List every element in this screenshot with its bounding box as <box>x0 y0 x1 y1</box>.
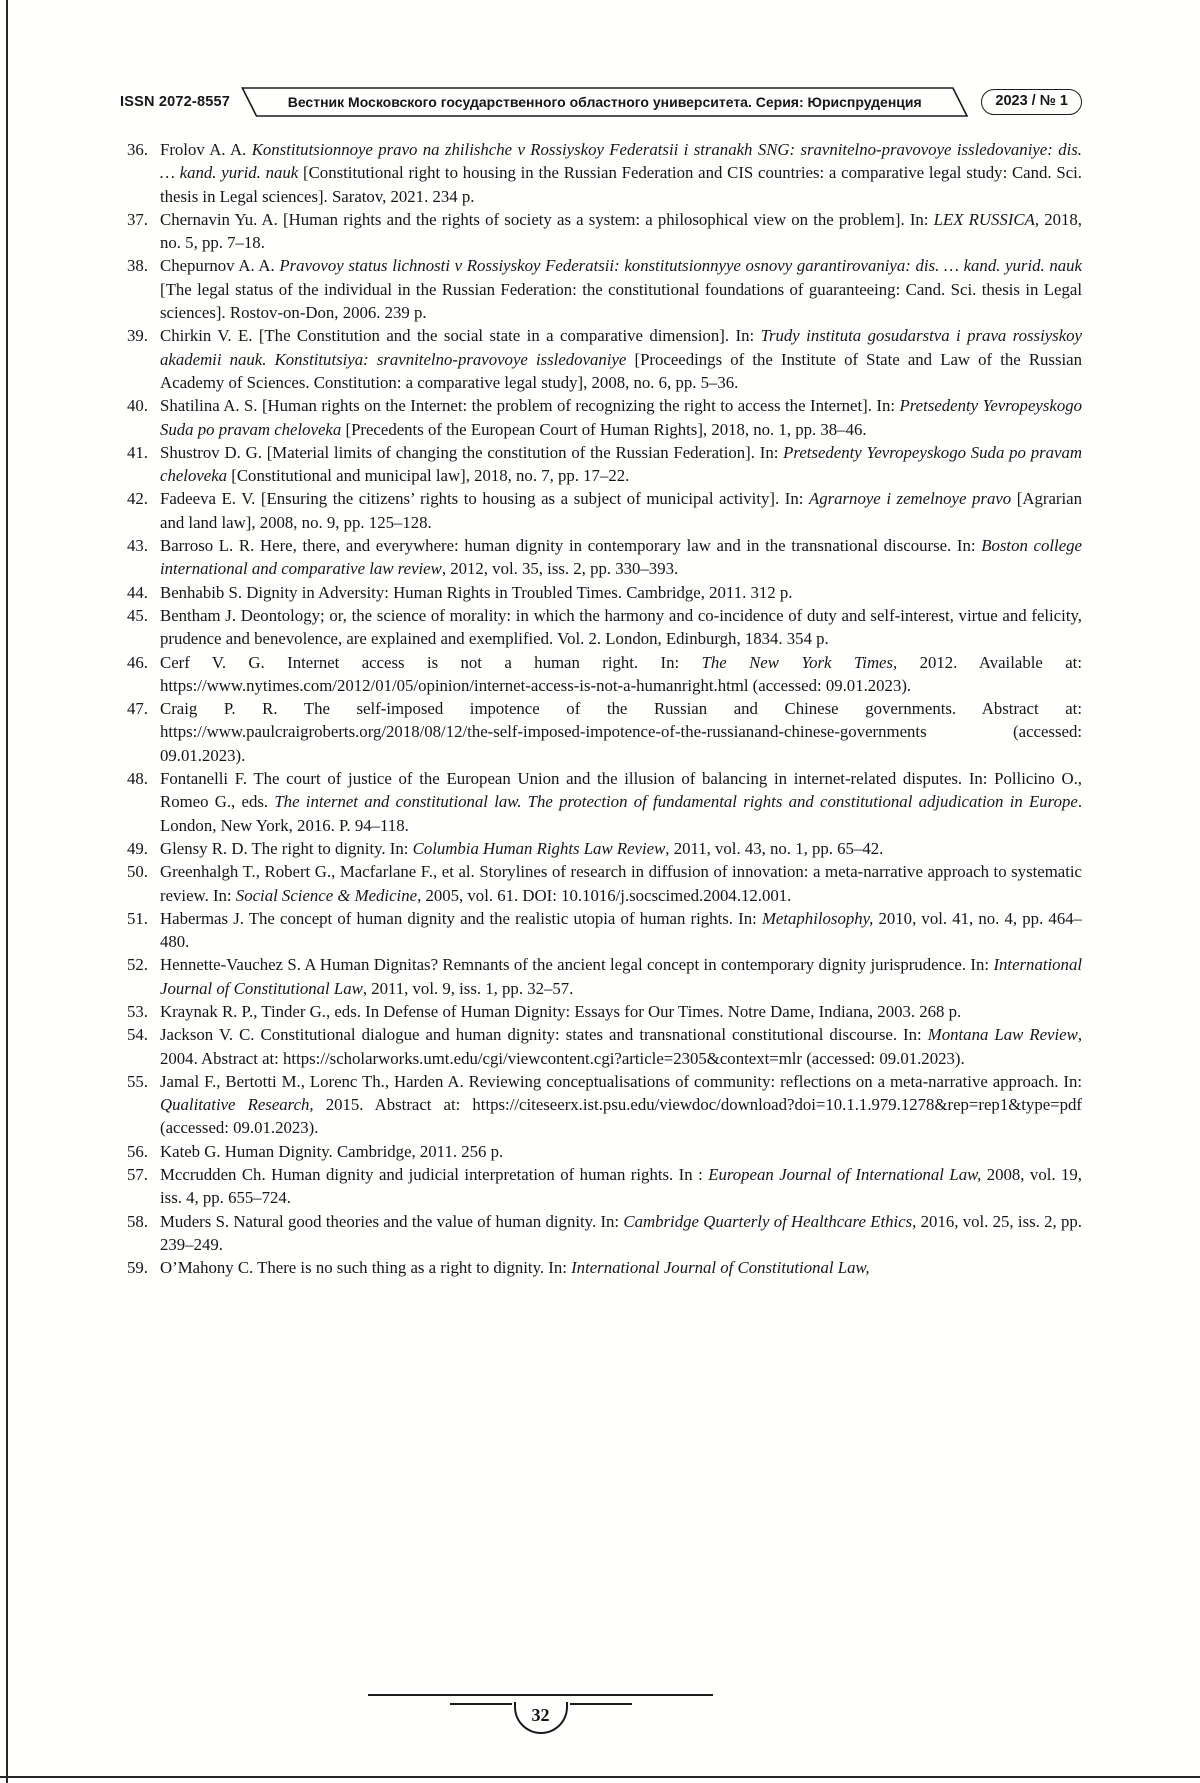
reference-item <box>120 138 1082 208</box>
reference-item <box>120 1070 1082 1140</box>
reference-number: 49. <box>127 838 148 858</box>
reference-number: 45. <box>127 605 148 625</box>
reference-number: 48. <box>127 769 148 789</box>
reference-text: Kraynak R. P., Tinder G., eds. In Defense of Human Dignity: Essays for Our Times. Notre Dame, Indiana, 2003. 268 p. <box>160 1001 962 1021</box>
reference-item <box>120 208 1082 255</box>
reference-text: Chernavin Yu. A. [Human rights and the rights of society as a system: a philosophical view on the problem]. In: LEX RUSSICA, 2018, no. 5, pp. 7–18. <box>160 209 1083 253</box>
reference-number: 41. <box>127 442 148 462</box>
issue-badge: 2023 / № 1 <box>981 89 1082 115</box>
reference-text: Jamal F., Bertotti M., Lorenc Th., Harden A. Reviewing conceptualisations of community: reflections on a meta-narrative approach. In: Qualitative Research, 2015. Abstract at: https://citeseerx.ist.psu.edu/viewdoc/download?doi=10.1.1.979.1278&rep=rep1&type=pdf (accessed: 09.01.2023). <box>160 1071 1082 1138</box>
reference-item <box>120 1023 1082 1070</box>
reference-item <box>120 1210 1082 1257</box>
reference-text: Greenhalgh T., Robert G., Macfarlane F., et al. Storylines of research in diffusion of innovation: a meta-narrative approach to systematic review. In: Social Science & Medicine, 2005, vol. 61. DOI: 10.1016/j.socscimed.2004.12.001. <box>160 862 1082 905</box>
reference-number: 54. <box>127 1025 148 1045</box>
reference-text: Shustrov D. G. [Material limits of changing the constitution of the Russian Federation]. In: Pretsedenty Yevropeyskogo Suda po pravam cheloveka [Constitutional and municipal law], 2018, no. 7, pp. 17–22. <box>160 442 1082 486</box>
reference-item <box>120 581 1082 604</box>
reference-number: 53. <box>127 1001 148 1021</box>
reference-text: Hennette-Vauchez S. A Human Dignitas? Remnants of the ancient legal concept in contemporary dignity jurisprudence. In: International Journal of Constitutional Law, 2011, vol. 9, iss. 1, pp. 32–57. <box>160 955 1082 998</box>
reference-item <box>120 441 1082 488</box>
reference-number: 42. <box>127 489 148 509</box>
reference-text: Frolov A. A. Konstitutsionnoye pravo na zhilishche v Rossiyskoy Federatsii i stranakh SNG: sravnitelno-pravovoye issledovaniye: dis. … kand. yurid. nauk [Constitutional right to housing in the Russian Federation and CIS countries: a comparative legal study: Cand. Sci. thesis in Legal sciences]. Saratov, 2021. 234 p. <box>160 140 1082 206</box>
reference-text: Shatilina A. S. [Human rights on the Internet: the problem of recognizing the right to access the Internet]. In: Pretsedenty Yevropeyskogo Suda po pravam cheloveka [Precedents of the European Court of Human Rights], 2018, no. 1, pp. 38–46. <box>160 396 1082 439</box>
reference-item <box>120 767 1082 837</box>
reference-number: 56. <box>127 1141 148 1161</box>
reference-text: Fontanelli F. The court of justice of the European Union and the illusion of balancing in internet-related disputes. In: Pollicino O., Romeo G., eds. The internet and constitutional law. The protection of fundamental rights and constitutional adjudication in Europe. London, New York, 2016. P. 94–118. <box>160 769 1083 835</box>
reference-number: 36. <box>127 140 148 159</box>
page-number-ornament <box>368 1703 713 1734</box>
reference-text: Barroso L. R. Here, there, and everywhere: human dignity in contemporary law and in the transnational discourse. In: Boston college international and comparative law review, 2012, vol. 35, iss. 2, pp. 330–393. <box>160 536 1082 579</box>
reference-item <box>120 697 1082 767</box>
reference-number: 51. <box>127 908 148 928</box>
reference-number: 38. <box>127 256 148 276</box>
issn-label: ISSN 2072-8557 <box>120 94 231 110</box>
reference-text: Chepurnov A. A. Pravovoy status lichnosti v Rossiyskoy Federatsii: konstitutsionnyye osnovy garantirovaniya: dis. … kand. yurid. nauk [The legal status of the individual in the Russian Federation: the constitutional foundations of guaranteeing: Cand. Sci. thesis in Legal sciences]. Rostov-on-Don, 2006. 239 p. <box>160 256 1082 323</box>
journal-title-banner <box>240 87 969 117</box>
reference-number: 47. <box>127 699 148 719</box>
reference-item <box>120 1256 1082 1279</box>
reference-item <box>120 254 1082 324</box>
reference-text: Chirkin V. E. [The Constitution and the social state in a comparative dimension]. In: Trudy instituta gosudarstva i prava rossiyskoy akademii nauk. Konstitutsiya: sravnitelno-pravovoye issledovaniye [Proceedings of the Institute of State and Law of the Russian Academy of Sciences. Constitution: a comparative legal study], 2008, no. 6, pp. 5–36. <box>160 326 1083 392</box>
reference-item <box>120 953 1082 1000</box>
reference-number: 37. <box>127 209 148 229</box>
footer-wing-left <box>450 1703 512 1705</box>
reference-text: Jackson V. C. Constitutional dialogue and human dignity: states and transnational constitutional discourse. In: Montana Law Review, 2004. Abstract at: https://scholarworks.umt.edu/cgi/viewcontent.cgi?article=2305&context=mlr (accessed: 09.01.2023). <box>160 1025 1083 1068</box>
reference-text: Habermas J. The concept of human dignity and the realistic utopia of human rights. In: Metaphilosophy, 2010, vol. 41, no. 4, pp. 464–480. <box>160 908 1082 952</box>
reference-number: 57. <box>127 1165 148 1185</box>
footer-rule <box>368 1694 713 1696</box>
reference-list <box>120 138 1082 1280</box>
scan-edge-bottom <box>0 1776 1200 1778</box>
reference-number: 39. <box>127 326 148 346</box>
reference-item <box>120 394 1082 441</box>
reference-number: 46. <box>127 652 148 672</box>
reference-text: Glensy R. D. The right to dignity. In: Columbia Human Rights Law Review, 2011, vol. 43, no. 1, pp. 65–42. <box>160 838 884 858</box>
reference-item <box>120 1163 1082 1210</box>
reference-text: Craig P. R. The self-imposed impotence of the Russian and Chinese governments. Abstract at: https://www.paulcraigroberts.org/2018/08/12/the-self-imposed-impotence-of-the-russianand-chinese-governments (accessed: 09.01.2023). <box>160 699 1082 765</box>
reference-number: 50. <box>127 862 148 882</box>
page-footer <box>368 1694 713 1734</box>
reference-item <box>120 860 1082 907</box>
reference-item <box>120 534 1082 581</box>
reference-text: Bentham J. Deontology; or, the science of morality: in which the harmony and co-incidence of duty and self-interest, virtue and felicity, prudence and benevolence, are explained and exemplified. Vol. 2. London, Edinburgh, 1834. 354 p. <box>160 605 1082 649</box>
reference-item <box>120 1000 1082 1023</box>
reference-item <box>120 907 1082 954</box>
reference-number: 44. <box>127 582 148 602</box>
reference-number: 55. <box>127 1071 148 1091</box>
reference-number: 52. <box>127 955 148 975</box>
reference-item <box>120 487 1082 534</box>
scan-edge-left <box>6 0 8 1783</box>
reference-item <box>120 604 1082 651</box>
reference-item <box>120 837 1082 860</box>
reference-text: Cerf V. G. Internet access is not a human right. In: The New York Times, 2012. Available at: https://www.nytimes.com/2012/01/05/opinion/internet-access-is-not-a-humanright.html (accessed: 09.01.2023). <box>160 652 1082 695</box>
reference-number: 43. <box>127 536 148 556</box>
reference-text: Benhabib S. Dignity in Adversity: Human Rights in Troubled Times. Cambridge, 2011. 312 p. <box>160 582 793 602</box>
reference-item <box>120 1140 1082 1163</box>
reference-item <box>120 651 1082 698</box>
reference-text: Kateb G. Human Dignity. Cambridge, 2011. 256 p. <box>160 1141 504 1161</box>
reference-text: O’Mahony C. There is no such thing as a right to dignity. In: International Journal of Constitutional Law, <box>160 1258 870 1278</box>
page-number: 32 <box>514 1702 568 1734</box>
reference-text: Muders S. Natural good theories and the value of human dignity. In: Cambridge Quarterly of Healthcare Ethics, 2016, vol. 25, iss. 2, pp. 239–249. <box>160 1211 1082 1254</box>
page-header <box>120 86 1082 118</box>
footer-wing-right <box>570 1703 632 1705</box>
reference-text: Fadeeva E. V. [Ensuring the citizens’ rights to housing as a subject of municipal activity]. In: Agrarnoye i zemelnoye pravo [Agrarian and land law], 2008, no. 9, pp. 125–128. <box>160 489 1082 532</box>
reference-number: 58. <box>127 1211 148 1231</box>
reference-number: 40. <box>127 396 148 416</box>
reference-item <box>120 324 1082 394</box>
reference-number: 59. <box>127 1258 148 1278</box>
reference-text: Mccrudden Ch. Human dignity and judicial interpretation of human rights. In : European Journal of International Law, 2008, vol. 19, iss. 4, pp. 655–724. <box>160 1165 1082 1208</box>
journal-title: Вестник Московского государственного областного университета. Серия: Юриспруденция <box>287 94 922 110</box>
